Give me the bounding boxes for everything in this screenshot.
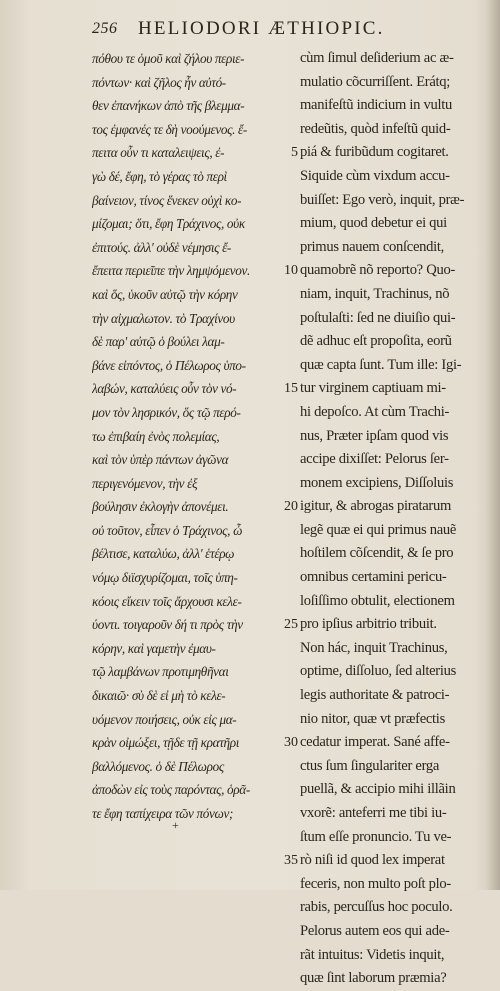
latin-line: nio nitor, quæ vt præfectis bbox=[300, 710, 445, 727]
latin-line: igitur, & abrogas piratarum bbox=[300, 498, 451, 515]
line-marker: 35 bbox=[284, 853, 298, 869]
greek-line: βέλτισε, καταλύω, ἀλλ' ἑτέρῳ bbox=[92, 546, 235, 562]
greek-line: καὶ τὸν ὑπὲρ πάντων ἀγῶνα bbox=[92, 452, 229, 468]
page-number: 256 bbox=[92, 20, 118, 37]
greek-line: κόοις εἴκειν τοῖς ἄρχουσι κελε- bbox=[92, 593, 242, 609]
greek-line: ἔπειτα περιεῖπε τὴν λημψόμενον. bbox=[92, 263, 250, 279]
greek-line: δὲ παρ' αὐτῷ ὁ βούλει λαμ- bbox=[92, 334, 225, 350]
line-marker: 10 bbox=[284, 263, 298, 279]
latin-line: tur virginem captiuam mi- bbox=[300, 380, 446, 397]
latin-line: nus, Præter ipſam quod vis bbox=[300, 427, 449, 444]
footer-mark: + bbox=[172, 818, 179, 832]
line-marker: 25 bbox=[284, 617, 298, 633]
latin-line: feceris, non multo poſt plo- bbox=[300, 875, 451, 892]
latin-line: manifeſtũ indicium in vultu bbox=[300, 97, 453, 114]
latin-line: quæ capta ſunt. Tum ille: Igi- bbox=[300, 356, 462, 373]
latin-line: legis authoritate & patroci- bbox=[300, 687, 450, 704]
latin-line: Non hác, inquit Trachinus, bbox=[300, 639, 448, 656]
latin-line: monem excipiens, Diſſoluis bbox=[300, 474, 454, 491]
line-marker: 30 bbox=[284, 735, 298, 751]
greek-line: βαίνειον, τίνος ἕνεκεν οὐχὶ κο- bbox=[92, 192, 242, 208]
greek-line: βάνε εἰπόντος, ὁ Πέλωρος ὑπο- bbox=[92, 357, 246, 373]
latin-line: mulatio cõcurriſſent. Erátq; bbox=[300, 73, 451, 90]
greek-line: μίζομαι; ὅτι, ἔφη Τράχινος, οὐκ bbox=[92, 216, 245, 232]
greek-line: βαλλόμενος. ὁ δὲ Πέλωρος bbox=[92, 758, 224, 774]
greek-line: τε ἔφη ταπίχειρα τῶν πόνων; bbox=[92, 806, 234, 821]
latin-line: pro ipſius arbitrio tribuit. bbox=[300, 616, 437, 633]
greek-line: τω ἐπιβαίη ἐνὸς πολεμίας, bbox=[92, 428, 220, 444]
latin-line: quamobrẽ nõ reporto? Quo- bbox=[300, 262, 456, 279]
latin-line: hoſtilem cõſcendit, & ſe pro bbox=[300, 545, 454, 562]
latin-line: ſtum eſſe pronuncio. Tu ve- bbox=[300, 828, 452, 845]
greek-line: υόμενον ποιήσεις, οὐκ εἰς μα- bbox=[92, 711, 237, 727]
page-header bbox=[92, 18, 492, 42]
latin-line: ctus ſum ſingulariter erga bbox=[300, 757, 440, 774]
latin-line: rãt intuitus: Videtis inquit, bbox=[300, 946, 445, 963]
greek-line: οὐ τοῦτον, εἶπεν ὁ Τράχινος, ὦ bbox=[92, 522, 243, 538]
greek-line: μον τὸν λησρικόν, ὅς τῷ περό- bbox=[92, 404, 241, 420]
greek-line: γὼ δέ, ἔφη, τὸ γέρας τὸ περὶ bbox=[92, 168, 227, 184]
latin-line: buiſſet: Ego verò, inquit, præ- bbox=[300, 191, 465, 208]
latin-text-column bbox=[300, 47, 494, 991]
greek-text-column bbox=[92, 47, 300, 826]
greek-line: θεν ἐπανήκων ἀπὸ τῆς βλεμμα- bbox=[92, 98, 245, 114]
latin-line: Pelorus autem eos qui ade- bbox=[300, 922, 450, 939]
latin-line: rò niſi id quod lex imperat bbox=[300, 852, 445, 869]
greek-line: πόντων· καὶ ζῆλος ἦν αὐτό- bbox=[92, 74, 226, 90]
latin-line: rabis, percuſſus hoc poculo. bbox=[300, 899, 453, 916]
running-head: HELIODORI ÆTHIOPIC. bbox=[138, 18, 385, 39]
greek-line: περιγενόμενον, τὴν ἐξ bbox=[92, 475, 198, 491]
greek-line: κρὰν οἰμώξει, τῇδε τῇ κρατῆρι bbox=[92, 735, 240, 751]
latin-line: hi depoſco. At cùm Trachi- bbox=[300, 403, 450, 420]
latin-line: legẽ quæ ei qui primus nauẽ bbox=[300, 521, 457, 538]
greek-line: βούλησιν ἐκλογὴν ἀπονέμει. bbox=[92, 499, 229, 515]
latin-line: poſtulaſti: ſed ne diuiſio qui- bbox=[300, 309, 456, 326]
latin-line: cùm ſimul deſiderium ac æ- bbox=[300, 50, 454, 66]
greek-line: πόθου τε ὁμοῦ καὶ ζήλου περιε- bbox=[92, 51, 245, 66]
greek-line: ἀποδὼν εἰς τοὺς παρόντας, ὁρᾶ- bbox=[92, 782, 250, 798]
greek-line: νόμῳ διϊσχυρίζομαι, τοῖς ὑπη- bbox=[92, 570, 238, 586]
latin-line: niam, inquit, Trachinus, nõ bbox=[300, 285, 450, 302]
latin-line: quæ ſint laborum præmia? bbox=[300, 970, 447, 987]
greek-line: ύοντι. τοιγαροῦν δή τι πρὸς τὴν bbox=[92, 617, 243, 633]
latin-line: piá & furibũdum cogitaret. bbox=[300, 144, 449, 161]
greek-line: ἐπιτούς. ἀλλ' οὐδὲ νέμησις ἔ- bbox=[92, 239, 231, 255]
line-marker: 20 bbox=[284, 499, 298, 515]
latin-line: vxorẽ: anteferri me tibi iu- bbox=[300, 805, 447, 821]
latin-line: primus nauem conſcendit, bbox=[300, 238, 444, 255]
latin-line: Siquide cùm vixdum accu- bbox=[300, 167, 450, 184]
latin-line: loſiſſimo obtulit, electionem bbox=[300, 592, 455, 609]
greek-line: δικαιῶ· σὺ δὲ εἰ μὴ τὸ κελε- bbox=[92, 688, 226, 704]
line-marker: 15 bbox=[284, 381, 298, 397]
latin-line: cedatur imperat. Sané affe- bbox=[300, 734, 450, 751]
greek-line: λαβών, καταλύεις οὖν τὸν νό- bbox=[92, 381, 237, 397]
greek-line: καὶ ὅς, ὑκοῦν αὐτῷ τὴν κόρην bbox=[92, 286, 238, 302]
greek-line: τῷ λαμβάνων προτιμηθῆναι bbox=[92, 664, 229, 680]
latin-line: dẽ adhuc eſt propoſita, eorũ bbox=[300, 333, 452, 350]
greek-line: κόρην, καὶ γαμετὴν ἐμαυ- bbox=[92, 640, 216, 656]
latin-line: accipe dixiſſet: Pelorus ſer- bbox=[300, 451, 449, 468]
latin-line: redeũtis, quòd infeſtũ quid- bbox=[300, 120, 451, 137]
latin-line: omnibus certamini pericu- bbox=[300, 569, 447, 586]
line-marker: 5 bbox=[291, 145, 298, 161]
latin-line: puellã, & accipio mihi illãin bbox=[300, 781, 456, 798]
latin-line: optime, diſſoluo, ſed alterius bbox=[300, 663, 456, 680]
greek-line: τὴν αἰχμαλωτον. τὸ Τραχίνου bbox=[92, 310, 235, 326]
greek-line: τος ἐμφανές τε δὴ νοούμενος. ἔ- bbox=[92, 121, 247, 137]
greek-line: πειτα οὖν τι καταλειψεις, ἐ- bbox=[92, 145, 225, 161]
latin-line: mium, quod debetur ei qui bbox=[300, 215, 447, 232]
